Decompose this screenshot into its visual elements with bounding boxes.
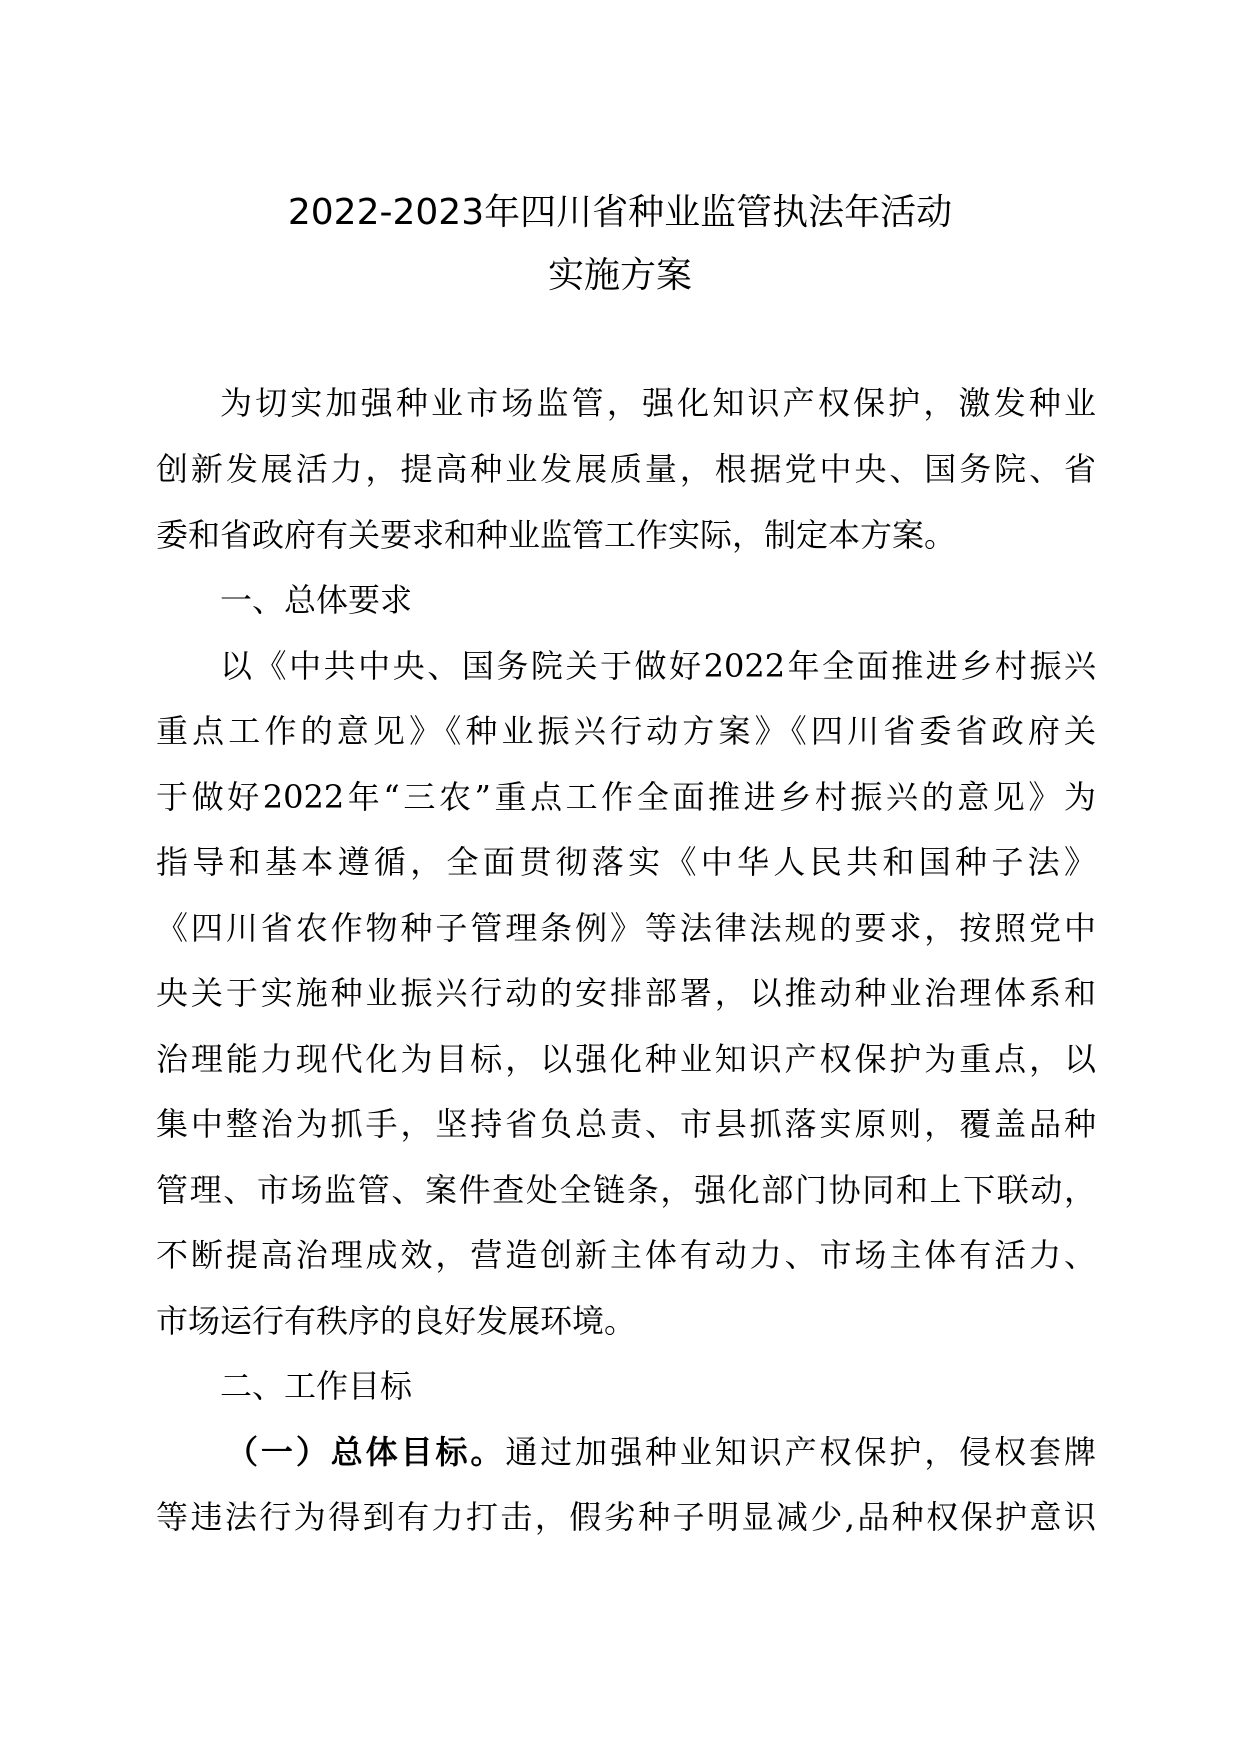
paragraph-line: 市场运行有秩序的良好发展环境。 <box>156 1302 637 1340</box>
document-title: 2022-2023年四川省种业监管执法年活动 <box>287 192 953 233</box>
intro-line: 为切实加强种业市场监管，强化知识产权保护，激发种业 <box>220 384 1096 422</box>
paragraph-line: 央关于实施种业振兴行动的安排部署，以推动种业治理体系和 <box>156 974 1096 1012</box>
document-subtitle: 实施方案 <box>547 255 692 296</box>
section-heading: 二、工作目标 <box>220 1367 413 1405</box>
paragraph-line: 等违法行为得到有力打击，假劣种子明显减少,品种权保护意识 <box>156 1498 1096 1536</box>
subsection-label: （一）总体目标。 <box>226 1433 506 1471</box>
paragraph-line: 不断提高治理成效，营造创新主体有动力、市场主体有活力、 <box>156 1236 1096 1274</box>
paragraph-line: 于做好2022年“三农”重点工作全面推进乡村振兴的意见》为 <box>156 778 1096 816</box>
paragraph-line: 治理能力现代化为目标，以强化种业知识产权保护为重点，以 <box>156 1040 1096 1078</box>
subsection-line <box>226 1426 1096 1478</box>
paragraph-line: 集中整治为抓手，坚持省负总责、市县抓落实原则，覆盖品种 <box>156 1105 1096 1143</box>
intro-line: 创新发展活力，提高种业发展质量，根据党中央、国务院、省 <box>156 450 1096 488</box>
section-heading: 一、总体要求 <box>220 581 413 619</box>
paragraph-line: 重点工作的意见》《种业振兴行动方案》《四川省委省政府关 <box>156 712 1096 750</box>
paragraph-line: 《四川省农作物种子管理条例》等法律法规的要求，按照党中 <box>156 909 1096 947</box>
paragraph-line: 管理、市场监管、案件查处全链条，强化部门协同和上下联动， <box>156 1171 1096 1209</box>
intro-line: 委和省政府有关要求和种业监管工作实际，制定本方案。 <box>156 516 957 554</box>
paragraph-line: 以《中共中央、国务院关于做好2022年全面推进乡村振兴 <box>220 647 1096 685</box>
subsection-text: 通过加强种业知识产权保护，侵权套牌 <box>505 1433 1096 1471</box>
paragraph-line: 指导和基本遵循，全面贯彻落实《中华人民共和国种子法》 <box>156 843 1096 881</box>
